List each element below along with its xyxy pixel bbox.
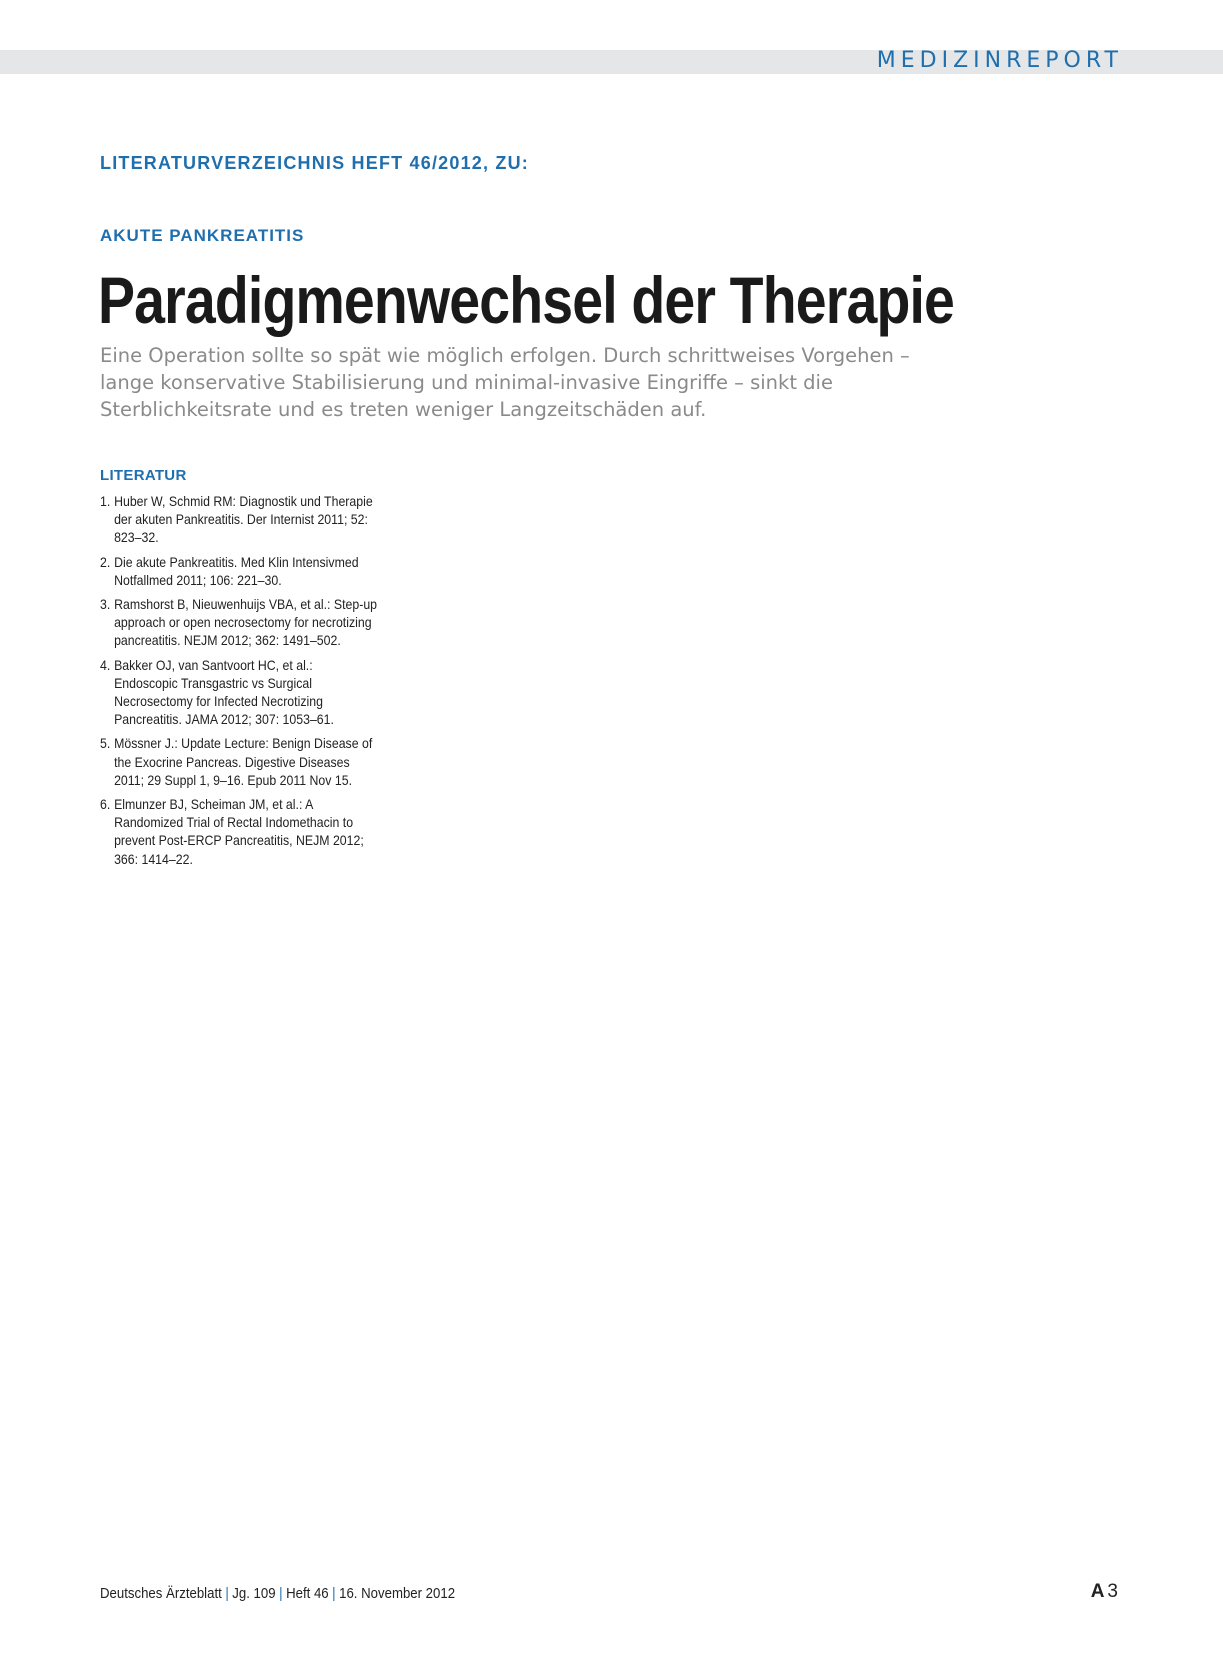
page-number — [1091, 1580, 1118, 1604]
literature-section — [100, 466, 380, 874]
reference-item — [100, 553, 378, 589]
reference-item — [100, 734, 378, 789]
reference-text: Huber W, Schmid RM: Diagnostik und Therapie der akuten Pankreatitis. Der Internist 2011; 52: 823–32. — [114, 493, 373, 546]
reference-item — [100, 795, 378, 868]
footer-separator: | — [225, 1585, 229, 1602]
reference-number: 5. — [100, 735, 111, 752]
page-prefix: A — [1090, 1581, 1105, 1602]
reference-number: 4. — [100, 656, 111, 673]
reference-number: 1. — [100, 493, 111, 509]
footer-separator: | — [279, 1585, 283, 1602]
article-lead: Eine Operation sollte so spät wie möglich erfolgen. Durch schrittweises Vorgehen – lange konservative Stabilisierung und minimal-invasive Eingriffe – sinkt die Sterblichkeitsrate und es treten weniger Langzeitschäden auf. — [100, 344, 910, 421]
footer-issue: Heft 46 — [286, 1585, 329, 1602]
reference-number: 6. — [100, 796, 111, 813]
page-number-value: 3 — [1107, 1581, 1118, 1602]
reference-text: Mössner J.: Update Lecture: Benign Disease of the Exocrine Pancreas. Digestive Diseases 2011; 29 Suppl 1, 9–16. Epub 2011 Nov 15. — [114, 735, 373, 788]
reference-text: Elmunzer BJ, Scheiman JM, et al.: A Randomized Trial of Rectal Indomethacin to prevent Post-ERCP Pancreatitis, NEJM 2012; 366: 1414–22. — [114, 796, 364, 867]
reference-kicker: LITERATURVERZEICHNIS HEFT 46/2012, ZU: — [100, 153, 529, 173]
reference-item — [100, 492, 378, 547]
topic-kicker: AKUTE PANKREATITIS — [100, 226, 305, 245]
reference-item — [100, 595, 378, 650]
reference-item — [100, 656, 378, 729]
reference-list — [100, 492, 380, 868]
reference-text: Bakker OJ, van Santvoort HC, et al.: Endoscopic Transgastric vs Surgical Necrosectomy for Infected Necrotizing Pancreatitis. JAMA 2012; 307: 1053–61. — [114, 656, 334, 728]
journal-footer — [100, 1584, 455, 1604]
section-label: MEDIZINREPORT — [876, 48, 1123, 73]
footer-date: 16. November 2012 — [339, 1585, 456, 1602]
literature-heading: LITERATUR — [100, 467, 187, 484]
footer-volume: Jg. 109 — [232, 1585, 276, 1602]
reference-number: 3. — [100, 596, 111, 613]
reference-text: Die akute Pankreatitis. Med Klin Intensivmed Notfallmed 2011; 106: 221–30. — [114, 553, 359, 588]
reference-text: Ramshorst B, Nieuwenhuijs VBA, et al.: Step-up approach or open necrosectomy for necrotizing pancreatitis. NEJM 2012; 362: 1491–502. — [114, 596, 378, 649]
article-title: Paradigmenwechsel der Therapie — [98, 263, 955, 337]
footer-separator: | — [332, 1585, 336, 1602]
reference-number: 2. — [100, 553, 111, 570]
footer-journal: Deutsches Ärzteblatt — [100, 1585, 222, 1602]
